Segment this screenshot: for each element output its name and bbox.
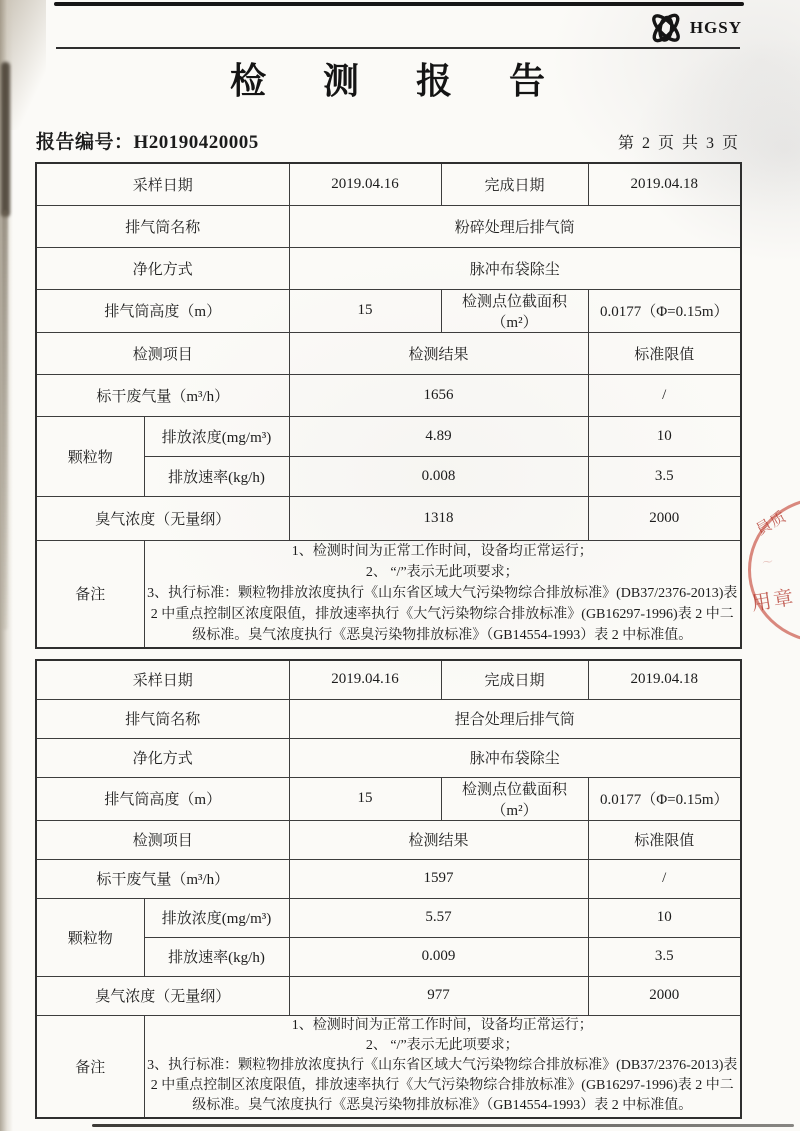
item-header: 检测项目	[36, 332, 289, 374]
rate-label: 排放速率(kg/h)	[144, 937, 289, 976]
gas-volume-result: 1597	[289, 859, 588, 898]
remark-line-1: 1、检测时间为正常工作时间，设备均正常运行；	[291, 1018, 593, 1034]
page-title: 检 测 报 告	[229, 61, 569, 101]
table-header-row	[36, 332, 741, 374]
rate-label: 排放速率(kg/h)	[144, 456, 289, 496]
remark-row	[36, 540, 741, 648]
remark-row	[36, 1015, 741, 1118]
sampling-date-label: 采样日期	[36, 163, 289, 205]
sampling-date-value: 2019.04.16	[289, 660, 441, 699]
stack-height-label: 排气筒高度（m）	[36, 777, 289, 820]
rate-result: 0.009	[289, 937, 588, 976]
remark-content	[144, 1015, 741, 1118]
concentration-label: 排放浓度(mg/m³)	[144, 898, 289, 937]
cross-section-label: 检测点位截面积（m²）	[441, 289, 588, 332]
gas-volume-label: 标干废气量（m³/h）	[36, 374, 289, 416]
sampling-date-value: 2019.04.16	[289, 163, 441, 205]
official-stamp	[742, 492, 800, 650]
table-row	[36, 976, 741, 1015]
logo-text: HGSY	[689, 18, 742, 37]
scan-top-edge	[54, 2, 744, 6]
odor-limit: 2000	[588, 976, 741, 1015]
result-header: 检测结果	[289, 820, 588, 859]
particulate-label: 颗粒物	[36, 416, 144, 496]
table-row	[36, 859, 741, 898]
company-logo	[645, 9, 742, 47]
odor-limit: 2000	[588, 496, 741, 540]
complete-date-label: 完成日期	[441, 660, 588, 699]
header-rule	[56, 47, 740, 49]
report-number-label: 报告编号：	[36, 132, 134, 153]
table-row	[36, 496, 741, 540]
table-row	[36, 416, 741, 456]
concentration-limit: 10	[588, 416, 741, 456]
odor-result: 977	[289, 976, 588, 1015]
complete-date-value: 2019.04.18	[588, 660, 741, 699]
report-number-value: H20190420005	[133, 132, 259, 153]
item-header: 检测项目	[36, 820, 289, 859]
remark-content	[144, 540, 741, 648]
complete-date-value: 2019.04.18	[588, 163, 741, 205]
stamp-text-mid: 〜	[761, 555, 775, 570]
table-row	[36, 699, 741, 738]
table-row	[36, 660, 741, 699]
concentration-limit: 10	[588, 898, 741, 937]
complete-date-label: 完成日期	[441, 163, 588, 205]
cross-section-value: 0.0177（Φ=0.15m）	[588, 777, 741, 820]
result-header: 检测结果	[289, 332, 588, 374]
stack-name-label: 排气筒名称	[36, 205, 289, 247]
concentration-label: 排放浓度(mg/m³)	[144, 416, 289, 456]
report-meta-row	[36, 127, 740, 154]
concentration-result: 4.89	[289, 416, 588, 456]
gas-volume-limit: /	[588, 859, 741, 898]
table-row	[36, 205, 741, 247]
table-row	[36, 289, 741, 332]
cross-section-label: 检测点位截面积（m²）	[441, 777, 588, 820]
result-table-1	[35, 162, 742, 649]
purification-value: 脉冲布袋除尘	[289, 247, 741, 289]
rate-result: 0.008	[289, 456, 588, 496]
table-row	[36, 898, 741, 937]
gas-volume-label: 标干废气量（m³/h）	[36, 859, 289, 898]
odor-label: 臭气浓度（无量纲）	[36, 496, 289, 540]
scan-left-dark-tail	[2, 210, 8, 630]
remark-label: 备注	[36, 1015, 144, 1118]
purification-label: 净化方式	[36, 247, 289, 289]
remark-line-2: 2、 “/”表示无此项要求；	[365, 565, 519, 581]
table-row	[36, 777, 741, 820]
stack-name-value: 粉碎处理后排气筒	[289, 205, 741, 247]
sampling-date-label: 采样日期	[36, 660, 289, 699]
stack-height-value: 15	[289, 289, 441, 332]
stack-height-value: 15	[289, 777, 441, 820]
stamp-text-top: 員质	[753, 508, 790, 539]
purification-value: 脉冲布袋除尘	[289, 738, 741, 777]
table-header-row	[36, 820, 741, 859]
remark-line-3: 3、执行标准：颗粒物排放浓度执行《山东省区域大气污染物综合排放标准》(DB37/2376-2013)表 2 中重点控制区浓度限值，排放速率执行《大气污染物综合排放标准》(GB16297-1996)表 2 中二级标准。臭气浓度执行《恶臭污染物排放标准》（GB14554-1993）表 2 中标准值。	[147, 1058, 738, 1114]
stack-name-value: 捏合处理后排气筒	[289, 699, 741, 738]
table-row	[36, 163, 741, 205]
remark-label: 备注	[36, 540, 144, 648]
cross-section-value: 0.0177（Φ=0.15m）	[588, 289, 741, 332]
limit-header: 标准限值	[588, 332, 741, 374]
report-number	[36, 127, 259, 154]
stack-height-label: 排气筒高度（m）	[36, 289, 289, 332]
table-row	[36, 738, 741, 777]
odor-result: 1318	[289, 496, 588, 540]
rate-limit: 3.5	[588, 456, 741, 496]
scan-left-dark-mark	[1, 62, 10, 217]
limit-header: 标准限值	[588, 820, 741, 859]
remark-line-1: 1、检测时间为正常工作时间，设备均正常运行；	[291, 544, 593, 560]
atom-logo-icon	[645, 9, 687, 47]
gas-volume-limit: /	[588, 374, 741, 416]
table-row	[36, 247, 741, 289]
stamp-text-bottom: 用章	[749, 586, 797, 616]
purification-label: 净化方式	[36, 738, 289, 777]
table-row	[36, 374, 741, 416]
rate-limit: 3.5	[588, 937, 741, 976]
particulate-label: 颗粒物	[36, 898, 144, 976]
page-indicator: 第 2 页 共 3 页	[617, 135, 740, 152]
scan-bottom-edge	[92, 1124, 794, 1127]
stack-name-label: 排气筒名称	[36, 699, 289, 738]
remark-line-3: 3、执行标准：颗粒物排放浓度执行《山东省区域大气污染物综合排放标准》(DB37/2376-2013)表 2 中重点控制区浓度限值，排放速率执行《大气污染物综合排放标准》(GB16297-1996)表 2 中二级标准。臭气浓度执行《恶臭污染物排放标准》（GB14554-1993）表 2 中标准值。	[147, 586, 738, 644]
stamp-ring	[748, 497, 800, 643]
remark-line-2: 2、 “/”表示无此项要求；	[365, 1038, 519, 1054]
result-table-2	[35, 659, 742, 1119]
gas-volume-result: 1656	[289, 374, 588, 416]
concentration-result: 5.57	[289, 898, 588, 937]
odor-label: 臭气浓度（无量纲）	[36, 976, 289, 1015]
